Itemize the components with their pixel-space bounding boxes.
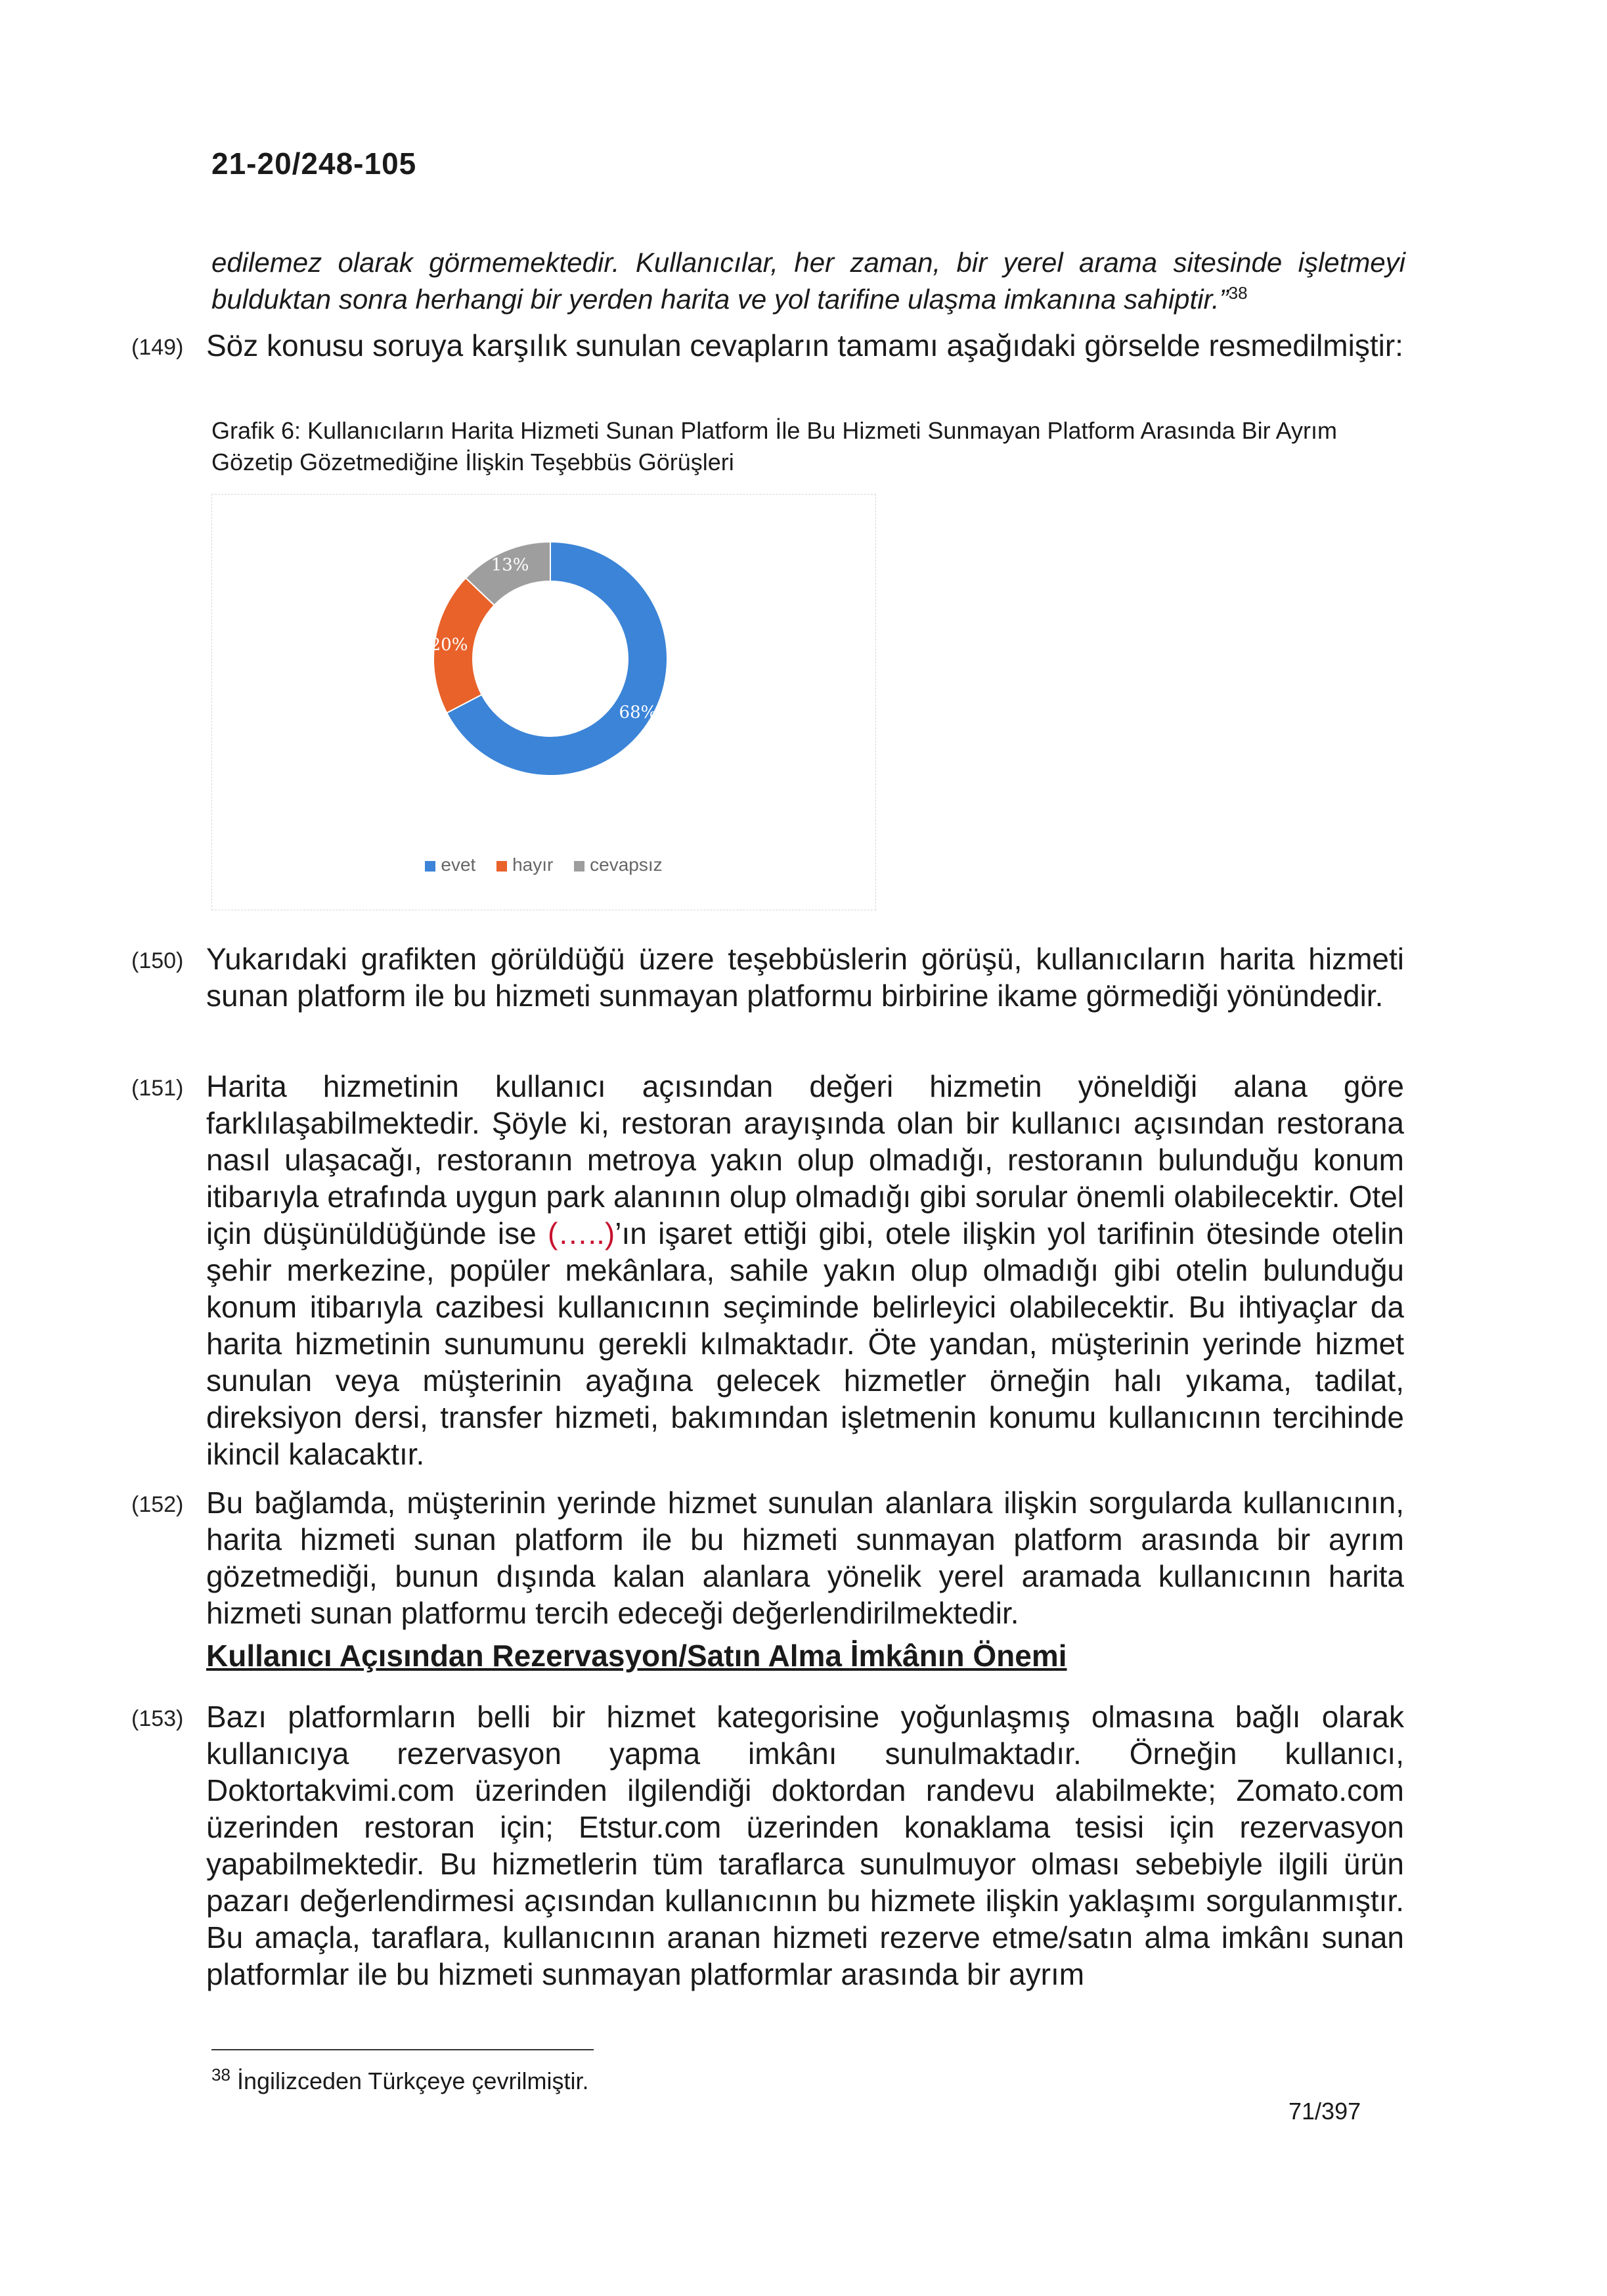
footnote-divider bbox=[211, 2049, 594, 2050]
chart-legend bbox=[212, 854, 875, 875]
paragraph-149: Söz konusu soruya karşılık sunulan cevapların tamamı aşağıdaki görselde resmedilmiştir: bbox=[206, 328, 1403, 363]
paragraph-text: ’ın işaret ettiği gibi, otele ilişkin yol tarifinin ötesinde otelin şehir merkezine, popüler mekânlara, sahile yakın olup olmadığı gibi otelin bulunduğu konum itibarıyla cazibesi kullanıcının seçiminde belirleyici olabilecektir. Bu ihtiyaçlar da harita hizmetinin sunumunu gerekli kılmaktadır. Öte yandan, müşterinin yerinde hizmet sunulan veya müşterinin ayağına gelecek hizmetler örneğin halı yıkama, tadilat, direksiyon dersi, transfer hizmeti, bakımından işletmenin konumu kullanıcının tercihinde ikincil kalacaktır. bbox=[206, 1216, 1404, 1471]
paragraph-152: Bu bağlamda, müşterinin yerinde hizmet sunulan alanlara ilişkin sorgularda kullanıcının, harita hizmeti sunan platform ile bu hizmeti sunmayan platform arasında bir ayrım gözetmediği, bunun dışında kalan alanlara yönelik yerel aramada kullanıcının harita hizmeti sunan platformu tercih edeceği değerlendirilmektedir. bbox=[206, 1486, 1404, 1630]
data-label-evet: 68% bbox=[619, 702, 657, 722]
legend-item-hayir: hayır bbox=[496, 854, 553, 875]
donut-chart-frame bbox=[211, 494, 876, 910]
redacted-text: (…..) bbox=[548, 1216, 615, 1250]
quote-body: edilemez olarak görmemektedir. Kullanıcılar, her zaman, bir yerel arama sitesinde işletmeyi bulduktan sonra herhangi bir yerden harita ve yol tarifine ulaşma imkanına sahiptir.” bbox=[211, 247, 1405, 315]
legend-item-evet: evet bbox=[425, 854, 475, 875]
paragraph-number: (152) bbox=[131, 1492, 184, 1517]
legend-item-cevapsiz: cevapsız bbox=[574, 854, 663, 875]
figure-caption: Grafik 6: Kullanıcıların Harita Hizmeti Sunan Platform İle Bu Hizmeti Sunmayan Platform Arasında Bir Ayrım Gözetip Gözetmediğine İlişkin Teşebbüs Görüşleri bbox=[211, 417, 1337, 475]
paragraph-number: (149) bbox=[131, 335, 184, 360]
donut-chart bbox=[212, 495, 875, 910]
footnote-text: İngilizceden Türkçeye çevrilmiştir. bbox=[236, 2067, 589, 2094]
footnote-number: 38 bbox=[211, 2065, 231, 2085]
paragraph-text: Harita hizmetinin kullanıcı açısından değeri hizmetin yöneldiği alana göre farklılaşabilmektedir. Şöyle ki, restoran arayışında olan bir kullanıcı açısından restorana nasıl ulaşacağı, restoranın metroya yakın olup olmadığı, restoranın bulunduğu konum itibarıyla etrafında uygun park alanının olup olmadığı gibi sorular önemli olabilecektir. Otel için düşünüldüğünde ise bbox=[206, 1069, 1404, 1250]
paragraph-number: (153) bbox=[131, 1706, 184, 1731]
paragraph-150: Yukarıdaki grafikten görüldüğü üzere teşebbüslerin görüşü, kullanıcıların harita hizmeti sunan platform ile bu hizmeti sunmayan platformu birbirine ikame görmediği yönündedir. bbox=[206, 942, 1404, 1013]
document-id: 21-20/248-105 bbox=[211, 146, 417, 181]
paragraph-153: Bazı platformların belli bir hizmet kategorisine yoğunlaşmış olmasına bağlı olarak kullanıcıya rezervasyon yapma imkânı sunulmaktadır. Örneğin kullanıcı, Doktortakvimi.com üzerinden ilgilendiği doktordan randevu alabilmekte; Zomato.com üzerinden restoran için; Etstur.com üzerinden konaklama tesisi için rezervasyon yapabilmektedir. Bu hizmetlerin tüm taraflarca sunulmuyor olması sebebiyle ilgili ürün pazarı değerlendirmesi açısından kullanıcının bu hizmete ilişkin yaklaşımı sorgulanmıştır. Bu amaçla, taraflara, kullanıcının aranan hizmeti rezerve etme/satın alma imkânı sunan platformlar ile bu hizmeti sunmayan platformlar arasında bir ayrım bbox=[206, 1700, 1404, 1991]
paragraph-number: (151) bbox=[131, 1076, 184, 1101]
data-label-cevapsız: 13% bbox=[491, 555, 529, 575]
legend-swatch bbox=[425, 861, 435, 872]
quoted-text bbox=[211, 244, 1405, 318]
data-label-hayır: 20% bbox=[429, 635, 468, 655]
footnote-ref: 38 bbox=[1228, 283, 1248, 303]
legend-swatch bbox=[496, 861, 507, 872]
page-number: 71/397 bbox=[1288, 2098, 1361, 2125]
section-heading: Kullanıcı Açısından Rezervasyon/Satın Alma İmkânın Önemi bbox=[206, 1639, 1067, 1673]
footnote bbox=[211, 2067, 588, 2095]
paragraph-151 bbox=[206, 1068, 1404, 1472]
legend-swatch bbox=[574, 861, 584, 872]
paragraph-number: (150) bbox=[131, 948, 184, 973]
